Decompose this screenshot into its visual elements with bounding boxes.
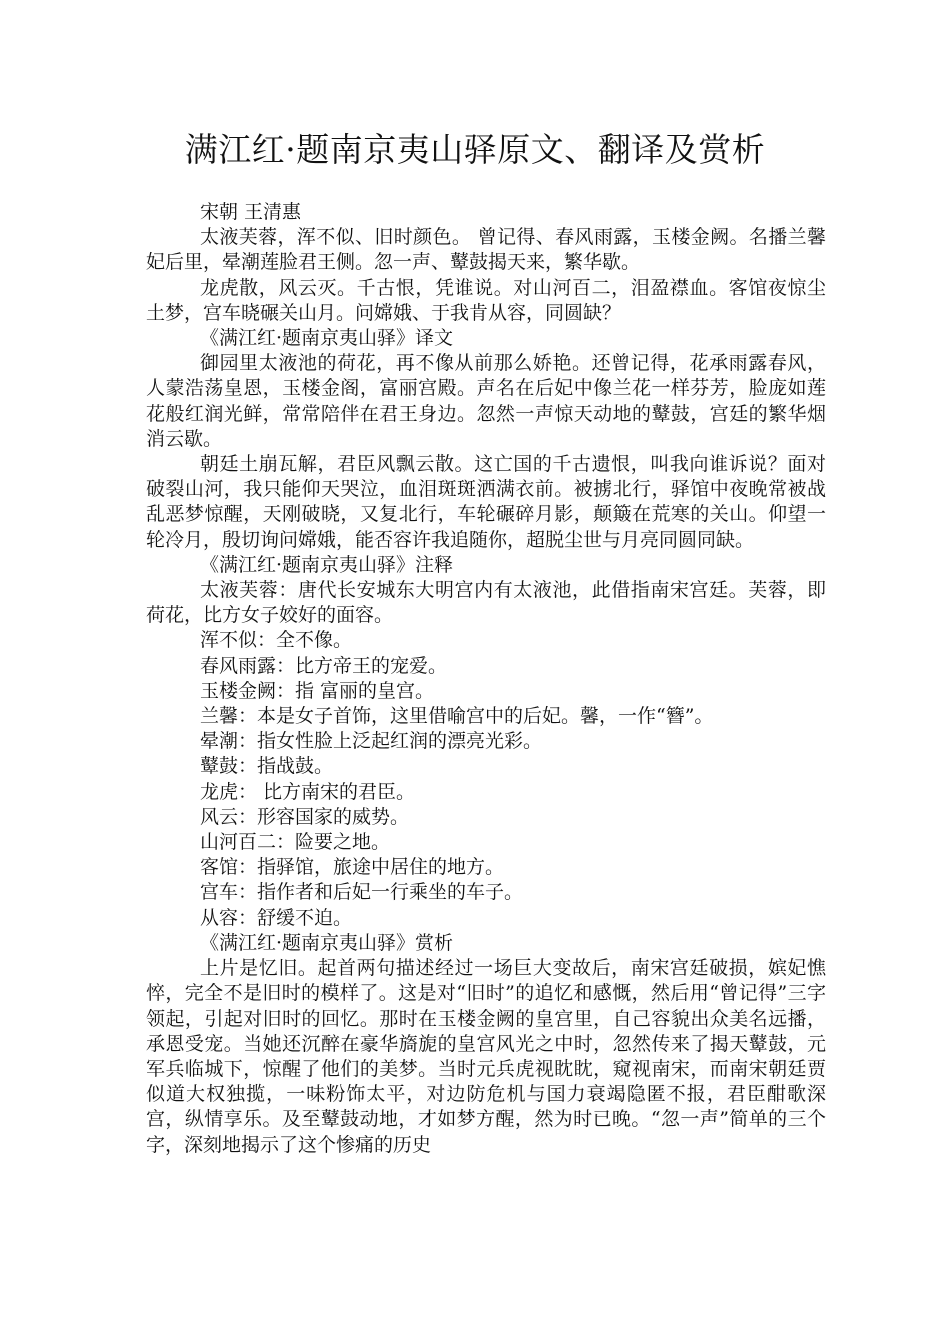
note-item: 龙虎： 比方南宋的君臣。	[200, 780, 416, 803]
page-title: 满江红·题南京夷山驿原文、翻译及赏析	[184, 130, 766, 169]
note-item: 春风雨露：比方帝王的宠爱。	[200, 654, 448, 677]
translation-paragraph-2: 朝廷土崩瓦解，君臣风飘云散。这亡国的千古遗恨，叫我向谁诉说？面对破裂山河，我只能仰天哭泣，血泪斑斑洒满衣前。被掳北行，驿馆中夜晚常被战乱恶梦惊醒，天刚破晓，又复北行，车轮碾碎月影，颠簸在荒寒的关山。仰望一轮冷月，殷切询问嫦娥，能否容许我追随你，超脱尘世与月亮同圆同缺。	[146, 453, 826, 551]
poem-stanza-1: 太液芙蓉，浑不似、旧时颜色。 曾记得、春风雨露，玉楼金阙。名播兰馨妃后里，晕潮莲脸君王侧。忽一声、鼙鼓揭天来，繁华歇。	[146, 226, 826, 274]
notes-heading: 《满江红·题南京夷山驿》注释	[200, 553, 454, 576]
note-item: 兰馨：本是女子首饰，这里借喻宫中的后妃。馨，一作“簪”。	[200, 705, 714, 728]
appreciation-paragraph: 上片是忆旧。起首两句描述经过一场巨大变故后，南宋宫廷破损，嫔妃憔悴，完全不是旧时的模样了。这是对“旧时”的追忆和感慨，然后用“曾记得”三字领起，引起对旧时的回忆。那时在玉楼金阙的皇宫里，自己容貌出众美名远播，承恩受宠。当她还沉醉在豪华旖旎的皇宫风光之中时，忽然传来了揭天鼙鼓，元军兵临城下，惊醒了他们的美梦。当时元兵虎视眈眈，窥视南宋，而南宋朝廷贾似道大权独揽，一味粉饰太平，对边防危机与国力衰竭隐匿不报，君臣酣歌深宫，纵情享乐。及至鼙鼓动地，才如梦方醒，然为时已晚。“忽一声”简单的三个字，深刻地揭示了这个惨痛的历史	[146, 957, 826, 1156]
note-item: 山河百二：险要之地。	[200, 831, 391, 854]
note-item: 宫车：指作者和后妃一行乘坐的车子。	[200, 881, 524, 904]
author-line: 宋朝 王清惠	[200, 201, 302, 223]
note-item: 太液芙蓉：唐代长安城东大明宫内有太液池，此借指南宋宫廷。芙蓉，即荷花，比方女子姣好的面容。	[146, 579, 826, 627]
document-body	[146, 200, 826, 1158]
note-item: 浑不似：全不像。	[200, 629, 353, 652]
note-item: 晕潮：指女性脸上泛起红润的漂亮光彩。	[200, 730, 543, 753]
translation-paragraph-1: 御园里太液池的荷花，再不像从前那么娇艳。还曾记得，花承雨露春风，人蒙浩荡皇恩，玉楼金阁，富丽宫殿。声名在后妃中像兰花一样芬芳，脸庞如莲花般红润光鲜，常常陪伴在君王身边。忽然一声惊天动地的鼙鼓，宫廷的繁华烟消云歇。	[146, 352, 826, 450]
note-item: 玉楼金阙：指 富丽的皇宫。	[200, 679, 435, 702]
note-item: 风云：形容国家的威势。	[200, 805, 410, 828]
note-item: 客馆：指驿馆，旅途中居住的地方。	[200, 856, 505, 879]
translation-heading: 《满江红·题南京夷山驿》译文	[200, 327, 454, 350]
note-item: 从容：舒缓不迫。	[200, 906, 353, 929]
appreciation-heading: 《满江红·题南京夷山驿》赏析	[200, 931, 454, 954]
poem-stanza-2: 龙虎散，风云灭。千古恨，凭谁说。对山河百二，泪盈襟血。客馆夜惊尘土梦，宫车晓碾关山月。问嫦娥、于我肯从容，同圆缺？	[146, 276, 826, 324]
note-item: 鼙鼓：指战鼓。	[200, 755, 334, 778]
